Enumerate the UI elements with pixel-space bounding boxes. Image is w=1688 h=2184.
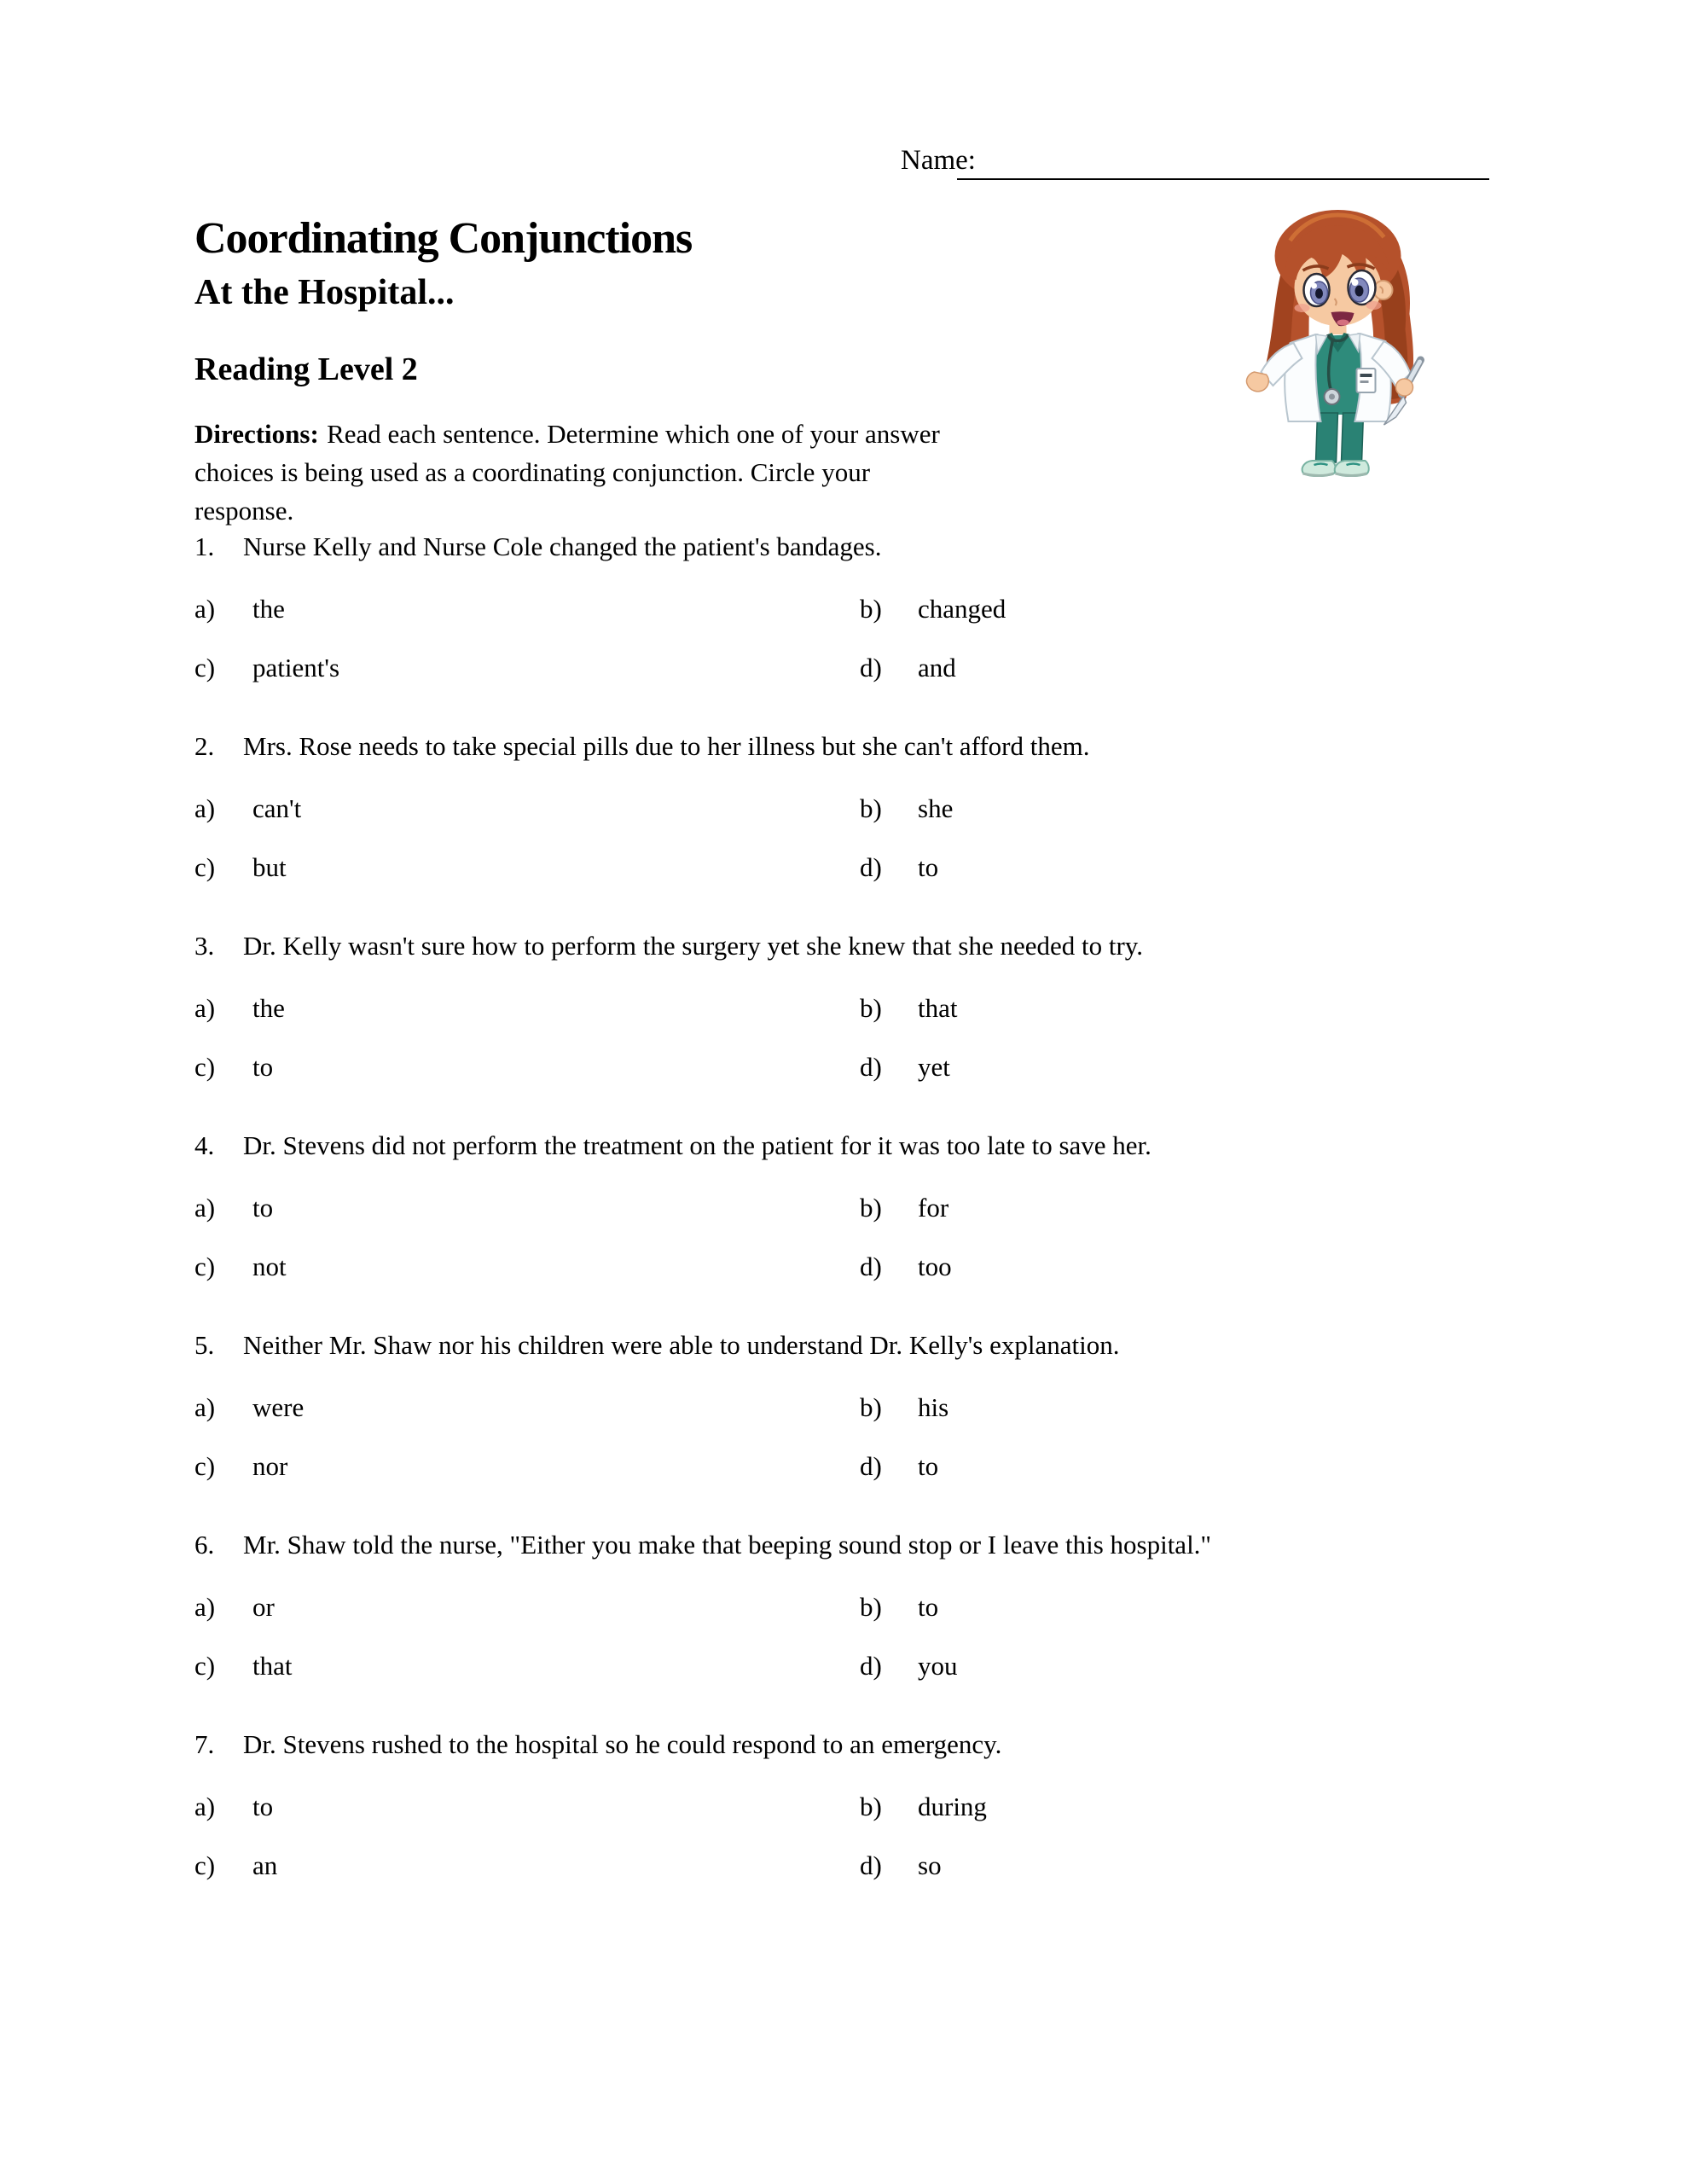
chibi-doctor-girl-icon [1235,201,1453,491]
name-label: Name: [901,145,976,176]
choice-letter: d) [860,1451,882,1481]
page-title: Coordinating Conjunctions [194,214,693,263]
directions-line1: Read each sentence. Determine which one of your answer [327,419,940,449]
choice-6b[interactable] [860,1589,1525,1625]
choice-letter: d) [860,1252,882,1281]
choice-text: changed [918,594,1006,624]
choice-text: or [252,1592,275,1622]
choice-letter: a) [194,1792,216,1821]
choice-letter: b) [860,793,882,823]
reading-level-heading: Reading Level 2 [194,351,418,387]
choice-text: but [252,852,287,882]
choice-4b[interactable] [860,1190,1525,1226]
choice-letter: b) [860,1392,882,1422]
choice-5a[interactable] [194,1390,860,1426]
choice-letter: b) [860,1193,882,1223]
choice-3b[interactable] [860,990,1525,1026]
choice-7d[interactable] [860,1848,1525,1884]
choice-text: so [918,1850,942,1880]
choice-text: yet [918,1052,950,1082]
name-input-line[interactable] [957,178,1489,180]
choice-letter: b) [860,594,882,624]
choice-letter: d) [860,653,882,682]
choice-letter: d) [860,1052,882,1082]
choice-letter: c) [194,1252,216,1281]
choice-1b[interactable] [860,591,1525,627]
question-text: Nurse Kelly and Nurse Cole changed the patient's bandages. [243,531,882,561]
choice-text: patient's [252,653,340,682]
choice-text: to [252,1792,274,1821]
choice-2d[interactable] [860,850,1525,886]
choice-letter: d) [860,1651,882,1681]
choice-1c[interactable] [194,650,860,686]
question-number: 4. [194,1130,215,1160]
page-subtitle: At the Hospital... [194,273,455,312]
choice-letter: c) [194,1052,216,1082]
choice-7b[interactable] [860,1789,1525,1825]
question-text: Dr. Stevens rushed to the hospital so he could respond to an emergency. [243,1729,1002,1759]
choice-3a[interactable] [194,990,860,1026]
choice-7c[interactable] [194,1848,860,1884]
choice-letter: a) [194,1193,216,1223]
choice-text: she [918,793,954,823]
question-4 [194,1128,1525,1327]
choice-letter: b) [860,1592,882,1622]
question-number: 7. [194,1729,215,1759]
choice-4a[interactable] [194,1190,860,1226]
choice-text: for [918,1193,949,1223]
question-5 [194,1327,1525,1527]
choice-letter: b) [860,993,882,1023]
choice-letter: c) [194,852,216,882]
choice-text: to [918,1451,939,1481]
choice-letter: c) [194,1651,216,1681]
choice-text: an [252,1850,278,1880]
question-number: 6. [194,1530,215,1560]
question-2 [194,729,1525,928]
question-6 [194,1527,1525,1727]
question-1 [194,529,1525,729]
choice-text: can't [252,793,302,823]
choice-6d[interactable] [860,1648,1525,1684]
choice-5b[interactable] [860,1390,1525,1426]
question-3 [194,928,1525,1128]
question-number: 5. [194,1330,215,1360]
choice-text: that [252,1651,293,1681]
choice-letter: c) [194,653,216,682]
question-text: Mr. Shaw told the nurse, "Either you make that beeping sound stop or I leave this hospital." [243,1530,1212,1560]
question-7 [194,1727,1525,1926]
question-text: Mrs. Rose needs to take special pills due to her illness but she can't afford them. [243,731,1090,761]
choice-text: to [918,1592,939,1622]
question-number: 2. [194,731,215,761]
directions-label: Directions: [194,419,319,449]
choice-text: that [918,993,958,1023]
choice-text: during [918,1792,987,1821]
question-text: Dr. Kelly wasn't sure how to perform the surgery yet she knew that she needed to try. [243,931,1144,961]
choice-letter: d) [860,1850,882,1880]
choice-5c[interactable] [194,1449,860,1484]
choice-1d[interactable] [860,650,1525,686]
choice-text: to [252,1193,274,1223]
question-number: 3. [194,931,215,961]
choice-2b[interactable] [860,791,1525,827]
choice-letter: a) [194,1592,216,1622]
choice-letter: a) [194,1392,216,1422]
directions-text [194,415,962,530]
choice-7a[interactable] [194,1789,860,1825]
choice-4d[interactable] [860,1249,1525,1285]
choice-text: the [252,993,285,1023]
choice-2a[interactable] [194,791,860,827]
choice-text: the [252,594,285,624]
directions-line2: choices is being used as a coordinating conjunction. Circle your response. [194,457,871,526]
choice-5d[interactable] [860,1449,1525,1484]
worksheet-header [194,215,962,530]
choice-letter: a) [194,793,216,823]
choice-text: not [252,1252,287,1281]
choice-letter: a) [194,594,216,624]
choice-4c[interactable] [194,1249,860,1285]
choice-letter: a) [194,993,216,1023]
choice-text: to [252,1052,274,1082]
question-text: Neither Mr. Shaw nor his children were able to understand Dr. Kelly's explanation. [243,1330,1120,1360]
choice-letter: d) [860,852,882,882]
choice-letter: b) [860,1792,882,1821]
choice-text: to [918,852,939,882]
choice-text: you [918,1651,958,1681]
choice-text: were [252,1392,305,1422]
choice-1a[interactable] [194,591,860,627]
question-text: Dr. Stevens did not perform the treatment on the patient for it was too late to save her. [243,1130,1151,1160]
choice-text: too [918,1252,952,1281]
question-number: 1. [194,531,215,561]
question-list [194,529,1525,1926]
choice-6c[interactable] [194,1648,860,1684]
choice-6a[interactable] [194,1589,860,1625]
choice-3d[interactable] [860,1049,1525,1085]
choice-text: his [918,1392,949,1422]
choice-text: nor [252,1451,288,1481]
choice-3c[interactable] [194,1049,860,1085]
choice-letter: c) [194,1850,216,1880]
choice-letter: c) [194,1451,216,1481]
choice-text: and [918,653,956,682]
choice-2c[interactable] [194,850,860,886]
